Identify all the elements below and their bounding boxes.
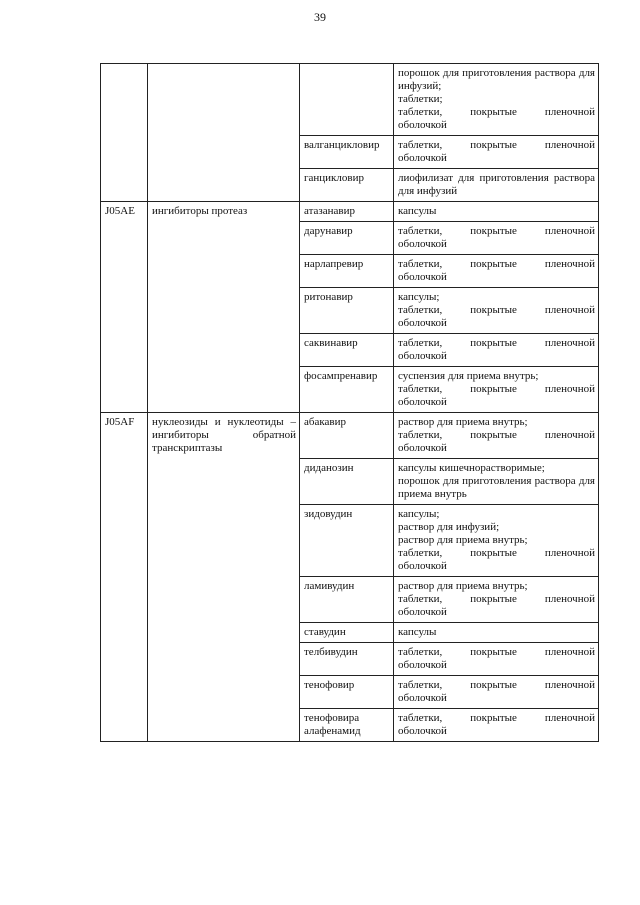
dosage-form: лиофилизат для приготовления раствора для инфузий xyxy=(398,172,595,197)
drug-name-cell: фосампренавир xyxy=(300,367,394,413)
table-row xyxy=(101,413,599,459)
drug-name-cell: телбивудин xyxy=(300,643,394,676)
dosage-forms-cell xyxy=(394,459,599,505)
drug-name-cell: ритонавир xyxy=(300,288,394,334)
drug-name-cell: абакавир xyxy=(300,413,394,459)
dosage-forms-cell xyxy=(394,202,599,222)
dosage-forms-cell xyxy=(394,255,599,288)
dosage-form: таблетки; xyxy=(398,93,443,105)
dosage-form: раствор для инфузий; xyxy=(398,521,500,533)
dosage-form: таблетки, покрытые пленочной оболочкой xyxy=(398,547,595,572)
drug-name-cell: ганцикловир xyxy=(300,169,394,202)
dosage-form: таблетки, покрытые пленочной оболочкой xyxy=(398,712,595,737)
atc-code-cell: J05AE xyxy=(101,202,148,413)
dosage-forms-cell xyxy=(394,222,599,255)
dosage-forms-cell xyxy=(394,505,599,577)
dosage-form: порошок для приготовления раствора для приема внутрь xyxy=(398,475,595,500)
drug-name-cell: атазанавир xyxy=(300,202,394,222)
dosage-form: таблетки, покрытые пленочной оболочкой xyxy=(398,646,595,671)
dosage-form: капсулы; xyxy=(398,508,440,520)
dosage-form: порошок для приготовления раствора для инфузий; xyxy=(398,67,595,92)
dosage-form: капсулы кишечнорастворимые; xyxy=(398,462,545,474)
dosage-forms-cell xyxy=(394,288,599,334)
dosage-form: таблетки, покрытые пленочной оболочкой xyxy=(398,337,595,362)
dosage-forms-cell xyxy=(394,64,599,136)
dosage-form: раствор для приема внутрь; xyxy=(398,416,528,428)
dosage-form: таблетки, покрытые пленочной оболочкой xyxy=(398,593,595,618)
dosage-forms-cell xyxy=(394,367,599,413)
dosage-form: капсулы xyxy=(398,205,437,217)
drug-group-cell: ингибиторы протеаз xyxy=(148,202,300,413)
dosage-form: таблетки, покрытые пленочной оболочкой xyxy=(398,225,595,250)
dosage-form: таблетки, покрытые пленочной оболочкой xyxy=(398,429,595,454)
drug-name-cell: нарлапревир xyxy=(300,255,394,288)
drug-name-cell: валганцикловир xyxy=(300,136,394,169)
dosage-form: таблетки, покрытые пленочной оболочкой xyxy=(398,106,595,131)
dosage-forms-cell xyxy=(394,623,599,643)
dosage-form: таблетки, покрытые пленочной оболочкой xyxy=(398,139,595,164)
atc-code-cell xyxy=(101,64,148,202)
dosage-form: таблетки, покрытые пленочной оболочкой xyxy=(398,304,595,329)
drug-name-cell: зидовудин xyxy=(300,505,394,577)
drug-group-cell: нуклеозиды и нуклеотиды – ингибиторы обратной транскриптазы xyxy=(148,413,300,742)
drug-name-cell: тенофовир xyxy=(300,676,394,709)
dosage-form: таблетки, покрытые пленочной оболочкой xyxy=(398,258,595,283)
dosage-form: раствор для приема внутрь; xyxy=(398,534,528,546)
drug-name-cell xyxy=(300,64,394,136)
dosage-form: капсулы; xyxy=(398,291,440,303)
atc-code-cell: J05AF xyxy=(101,413,148,742)
dosage-form: суспензия для приема внутрь; xyxy=(398,370,539,382)
dosage-forms-cell xyxy=(394,577,599,623)
drug-name-cell: тенофовира алафенамид xyxy=(300,709,394,742)
dosage-forms-cell xyxy=(394,413,599,459)
drug-group-cell xyxy=(148,64,300,202)
table-row xyxy=(101,64,599,136)
table-row xyxy=(101,202,599,222)
drug-name-cell: саквинавир xyxy=(300,334,394,367)
drug-name-cell: ламивудин xyxy=(300,577,394,623)
drug-name-cell: диданозин xyxy=(300,459,394,505)
drug-name-cell: дарунавир xyxy=(300,222,394,255)
dosage-form: таблетки, покрытые пленочной оболочкой xyxy=(398,383,595,408)
dosage-forms-cell xyxy=(394,334,599,367)
dosage-forms-cell xyxy=(394,676,599,709)
dosage-forms-cell xyxy=(394,136,599,169)
dosage-form: капсулы xyxy=(398,626,437,638)
dosage-form: раствор для приема внутрь; xyxy=(398,580,528,592)
dosage-forms-cell xyxy=(394,169,599,202)
dosage-forms-cell xyxy=(394,643,599,676)
dosage-forms-cell xyxy=(394,709,599,742)
drug-name-cell: ставудин xyxy=(300,623,394,643)
dosage-form: таблетки, покрытые пленочной оболочкой xyxy=(398,679,595,704)
page-number: 39 xyxy=(314,10,326,24)
drug-table xyxy=(100,63,599,742)
